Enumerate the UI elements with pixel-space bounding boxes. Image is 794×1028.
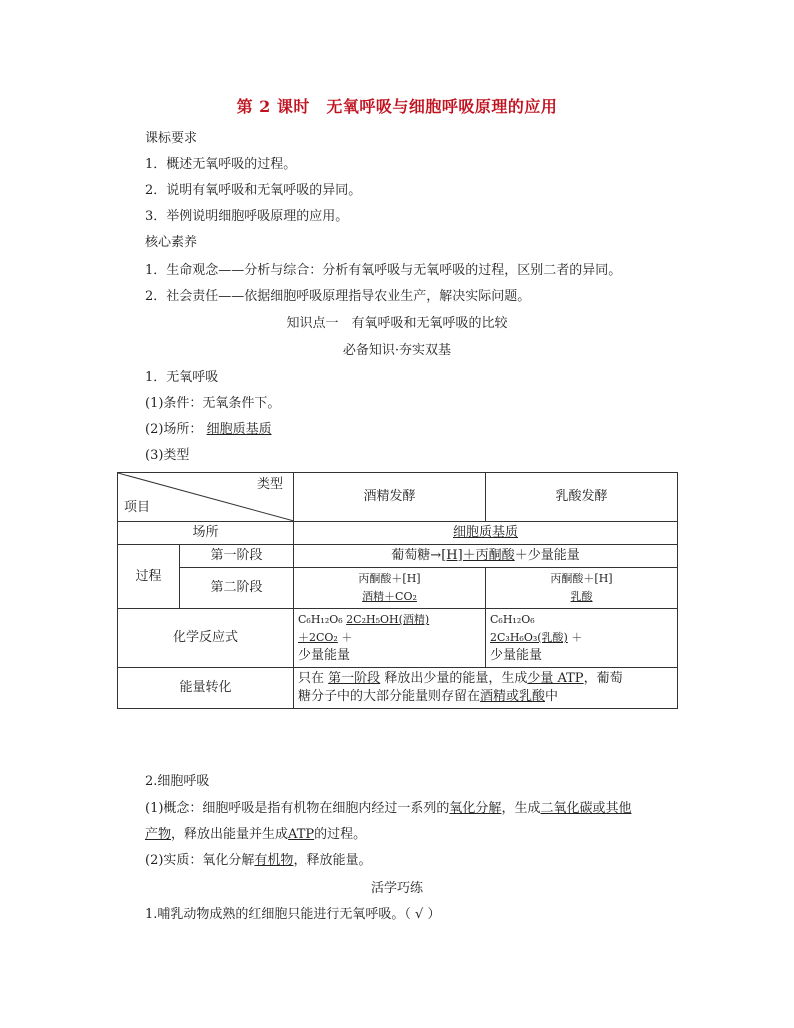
lesson-title: 第 2 课时 无氧呼吸与细胞呼吸原理的应用 <box>236 97 558 116</box>
section-title: 知识点一 有氧呼吸和无氧呼吸的比较 <box>286 316 508 331</box>
standards-item-1: 1．概述无氧呼吸的过程。 <box>145 157 297 172</box>
row-label-energy: 能量转化 <box>118 668 294 709</box>
respiration-essence <box>145 852 371 870</box>
en-6: 糖分子中的大部分能量则存留在 <box>298 689 481 704</box>
en-1: 只在 <box>298 671 325 686</box>
header-alcohol: 酒精发酵 <box>294 473 486 522</box>
eq-lac-3: ＋ <box>571 631 583 644</box>
standards-item-3: 3．举例说明细胞呼吸原理的应用。 <box>145 209 349 224</box>
eq-alc-2: 2C₂H₅OH(酒精) <box>346 613 430 626</box>
diagonal-header-cell <box>118 473 294 522</box>
concept-2: 氧化分解 <box>449 801 502 816</box>
table-header-row <box>118 473 678 522</box>
place-value: 细胞质基质 <box>206 422 272 437</box>
header-item: 项目 <box>124 500 151 515</box>
en-4: 少量 ATP <box>527 671 584 686</box>
header-lactic: 乳酸发酵 <box>486 473 678 522</box>
anaerobic-place <box>145 421 280 439</box>
header-type: 类型 <box>256 477 283 492</box>
concept-3: ，生成 <box>501 801 541 816</box>
stage2-label: 第二阶段 <box>180 568 294 609</box>
place-label: (2)场所： <box>145 422 203 437</box>
stage1-c: ＋少量能量 <box>514 548 580 563</box>
concept-8: 的过程。 <box>314 827 367 842</box>
practice-question-1: 1.哺乳动物成熟的红细胞只能进行无氧呼吸。（ √ ） <box>145 907 441 922</box>
stage1-cell <box>294 545 678 568</box>
equation-lactic-cell <box>486 609 678 668</box>
eq-lac-1: C₆H₁₂O₆ <box>490 613 535 626</box>
row-label-equation: 化学反应式 <box>118 609 294 668</box>
eq-alc-5: 少量能量 <box>298 648 351 663</box>
concept-5: 产物 <box>145 827 172 842</box>
literacy-item-2: 2．社会责任——依据细胞呼吸原理指导农业生产，解决实际问题。 <box>145 289 531 304</box>
table-row-stage2 <box>118 568 678 609</box>
anaerobic-condition: (1)条件：无氧条件下。 <box>145 396 281 411</box>
en-5: ，葡萄 <box>583 671 623 686</box>
stage1-a: 葡萄糖→ <box>391 548 442 563</box>
stage1-b: [H]＋丙酮酸 <box>441 548 515 563</box>
table-row-equation <box>118 609 678 668</box>
table-row-stage1 <box>118 545 678 568</box>
concept-4: 二氧化碳或其他 <box>540 801 632 816</box>
place-cell-value: 细胞质基质 <box>452 525 518 540</box>
stage2-lactic-cell <box>486 568 678 609</box>
essence-1: (2)实质：氧化分解 <box>145 853 255 868</box>
literacy-heading: 核心素养 <box>145 235 198 250</box>
respiration-concept-line2 <box>145 826 366 844</box>
essence-2: 有机物 <box>254 853 294 868</box>
place-cell <box>294 522 678 545</box>
essence-3: ，释放能量。 <box>293 853 372 868</box>
row-label-place: 场所 <box>118 522 294 545</box>
concept-6: ，释放出能量并生成 <box>171 827 289 842</box>
eq-alc-1: C₆H₁₂O₆ <box>298 613 343 626</box>
respiration-concept-line1 <box>145 800 631 818</box>
eq-lac-2: 2C₃H₆O₃(乳酸) <box>490 631 568 644</box>
energy-cell <box>294 668 678 709</box>
en-3: 释放出少量的能量，生成 <box>384 671 528 686</box>
stage2-alcohol-bottom: 酒精＋CO₂ <box>362 590 417 603</box>
stage2-alcohol-top: 丙酮酸＋[H] <box>358 572 421 585</box>
concept-1: (1)概念：细胞呼吸是指有机物在细胞内经过一系列的 <box>145 801 450 816</box>
stage1-label: 第一阶段 <box>180 545 294 568</box>
section-subtitle: 必备知识·夯实双基 <box>342 343 452 358</box>
table-row-place <box>118 522 678 545</box>
anaerobic-type-label: (3)类型 <box>145 448 190 463</box>
eq-alc-3: ＋2CO₂ <box>298 631 338 644</box>
practice-heading: 活学巧练 <box>370 881 423 896</box>
anaerobic-heading: 1．无氧呼吸 <box>145 370 219 385</box>
en-7: 酒精或乳酸 <box>480 689 546 704</box>
standards-item-2: 2．说明有氧呼吸和无氧呼吸的异同。 <box>145 183 362 198</box>
table-row-energy <box>118 668 678 709</box>
stage2-alcohol-cell <box>294 568 486 609</box>
eq-lac-4: 少量能量 <box>490 648 543 663</box>
standards-heading: 课标要求 <box>145 131 198 146</box>
respiration-heading: 2.细胞呼吸 <box>145 774 210 789</box>
stage2-lactic-bottom: 乳酸 <box>570 590 593 603</box>
row-label-process: 过程 <box>118 545 180 609</box>
concept-7: ATP <box>288 827 315 842</box>
comparison-table <box>117 472 678 709</box>
en-8: 中 <box>545 689 559 704</box>
eq-alc-4: ＋ <box>341 631 353 644</box>
literacy-item-1: 1．生命观念——分析与综合：分析有氧呼吸与无氧呼吸的过程，区别二者的异同。 <box>145 263 622 278</box>
equation-alcohol-cell <box>294 609 486 668</box>
stage2-lactic-top: 丙酮酸＋[H] <box>550 572 613 585</box>
en-2: 第一阶段 <box>328 671 381 686</box>
